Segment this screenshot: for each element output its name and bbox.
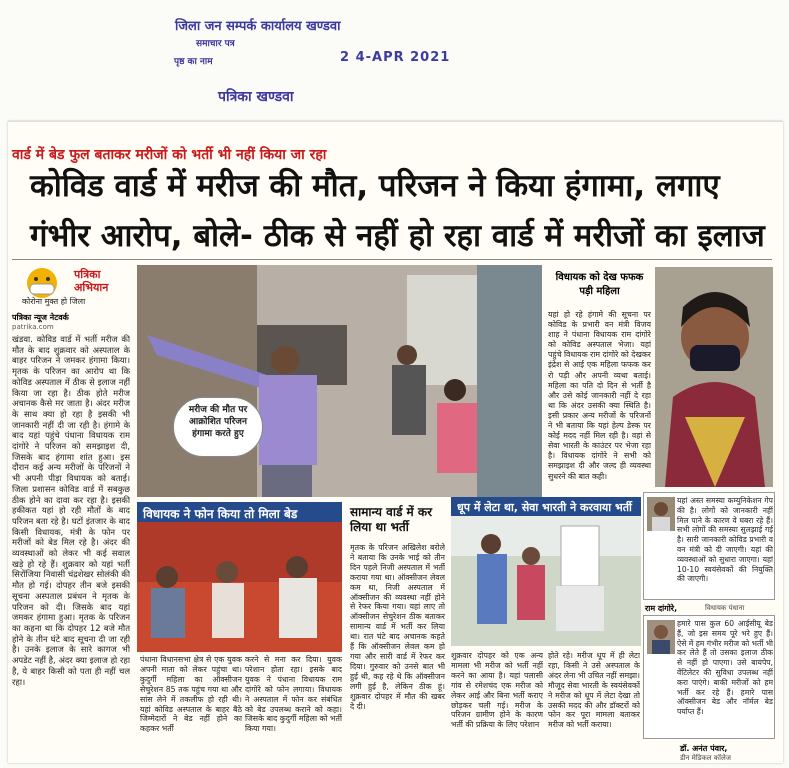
dean-name: डॉ. अनंत पंवार, xyxy=(680,744,728,753)
campaign-logo xyxy=(12,266,127,308)
headline-line-1: कोविड वार्ड में मरीज की मौत, परिजन ने किया हंगामा, लगाए xyxy=(30,168,720,204)
stamp-line-2: समाचार पत्र xyxy=(196,39,235,49)
section-heading-seva: धूप में लेटा था, सेवा भारती ने करवाया भर्ती xyxy=(451,497,641,518)
dean-title: डीन मेडिकल कॉलेज xyxy=(680,754,731,762)
divider xyxy=(12,259,772,260)
woman-photo-image xyxy=(655,267,773,487)
seva-section-photo xyxy=(451,516,641,646)
woman-photo xyxy=(655,267,773,487)
mla-title: विधायक पंधाना xyxy=(705,604,745,612)
section-heading-phone: विधायक ने फोन किया तो मिला बेड xyxy=(137,502,342,525)
dean-quote: हमारे पास कुल 60 आईसीयू बेड हैं, जो इस समय पूरे भरे हुए हैं। ऐसे में हम गंभीर मरीज को भर्ती भी कर लेते हैं तो उसका इलाज ठीक से नहीं हो पाएगा। उसे बायपेप, वेंटिलेटर की सुविधा उपलब्ध नहीं करा पाएंगे। बाकी मरीजों को हम भर्ती कर रहे हैं। हमारे पास ऑक्सीजन बेड और नॉर्मल बेड पर्याप्त हैं। xyxy=(677,619,773,717)
headline-line-2: गंभीर आरोप, बोले- ठीक से नहीं हो रहा वार्ड में मरीजों का इलाज xyxy=(30,218,765,254)
seva-section-text-left: शुक्रवार दोपहर को एक अन्य मामला भी मरीज को भर्ती नहीं करने का आया है। यहां पलासी गांव से रमेशचंद एक मरीज को लेकर आई और बिना भर्ती कराए छोड़कर चली गई। मरीज के परिजन ग्रामीण होने के कारण भर्ती की प्रक्रिया के लिए परेशान xyxy=(451,651,543,730)
sidebar-text: यहां हो रहे हंगामे की सूचना पर कोविड के प्रभारी वन मंत्री विजय शाह ने पंधाना विधायक राम दांगोरे को कोविड अस्पताल भेजा। यहां पहुंचे विधायक राम दांगोरे को देखकर इंद्रेश से आई एक महिला फफक कर रो पड़ी और अपनी व्यथा बताई। महिला का पति दो दिन से भर्ती है और उसे कोई जानकारी नहीं दे रहा था कि अंदर उसकी क्या स्थिति है। इसी प्रकार अन्य मरीजों के परिजनों ने भी बताया कि यहां हेल्प डेस्क पर कोई मदद नहीं मिल रही है। वहां से सेवा भारती के काउंटर पर भेजा रहा है। विधायक दांगोरे ने सभी को समझाइश दी और जल्द ही व्यवस्था सुधरने की बात कही। xyxy=(548,310,651,481)
section-heading-ward: सामान्य वार्ड में कर लिया था भर्ती xyxy=(350,505,433,534)
mla-quote-box xyxy=(643,492,775,600)
byline: पत्रिका न्यूज नेटवर्क xyxy=(12,313,69,322)
mla-name: राम दांगोरे, xyxy=(645,604,678,613)
hospital-bed-photo-image xyxy=(137,522,342,652)
phone-section-text-right: करने से मना कर दिया। युवक परेशान होता रहा। इसके बाद युवक ने पंधाना विधायक राम दांगोरे को फोन लगाया। विधायक ने अस्पताल में फोन कर संबंधित को बेड उपलब्ध कराने को कहा। जिसके बाद कुदुर्गी महिला को भर्ती किया गया। xyxy=(245,655,342,734)
main-article-text: खंडवा. कोविड वार्ड में भर्ती मरीज की मौत के बाद शुक्रवार को अस्पताल के बाहर परिजन ने जमकर हंगामा किया। मृतक के परिजन का आरोप था कि कोविड अस्पताल में ठीक से इलाज नहीं किया जा रहा है। ठीक होते मरीज अचानक कैसे मर जाता है। अंदर मरीज के साथ क्या हो रहा है इसकी भी जानकारी नहीं दी जा रही है। हंगामे के बाद यहां पहुंचे पंधाना विधायक राम दांगोरे ने परिजन को समझाइश दी, जिसके बाद हंगामा शांत हुआ। इस दौरान कई अन्य मरीजों के परिजनों ने भी अपनी पीड़ा विधायक को बताई। जिला प्रशासन कोविड वार्ड में सबकुछ ठीक होने का दावा कर रहा है। इसकी हकीकत यहां हो रही मौतों के बाद परिजन बता रहे है। घटों इंतजार के बाद किसी विधायक, मंत्री के फोन पर मरीजों को बेड मिल रहे है। अंदर की व्यवस्थाओं को लेकर भी कई सवाल खड़े हो रहे हैं। शुक्रवार को यहां भर्ती सिरोंजिया निवासी चंद्रशेखर सोलंकी की मौत हो गई। दोपहर तीन बजे इसकी सूचना अस्पताल प्रबंधन ने मृतक के परिजन को दी। जिसके बाद यहां जमकर हंगामा हुआ। मृतक के परिजन का कहना था कि दोपहर 12 बजे मौत होने के तीन घंटे बाद सूचना दी जा रही है। उनके इलाज के सारे कागज भी अपडेट नहीं है, अंदर क्या इलाज हो रहा है, ये बाहर किसी को पता ही नहीं चल रहा। xyxy=(12,334,130,687)
website: patrika.com xyxy=(12,323,54,331)
phone-section-text-left: पंधाना विधानसभा क्षेत्र से एक युवक अपनी माता को लेकर पहुंचा था। कुदुर्गी महिला का ऑक्सीजन सेचुरेशन 85 तक पहुंच गया था और सांस लेने में तकलीफ हो रही थी। यहां कोविड अस्पताल के बाहर बैठे जिम्मेदारों ने बेड नहीं होने का कहकर भर्ती xyxy=(140,655,242,734)
mla-quote: यहां अस्त समस्या कम्युनिकेशन गेप की है। लोगों को जानकारी नहीं मिल पाने के कारण वे घबरा रहे हैं। सभी लोगों की समस्या सुलझाई गई है। सारी जानकारी कोविड प्रभारी व वन मंत्री को दी जाएगी। यहां की व्यवस्थाओं को सुधारा जाएगा। यहां 10-10 स्वयंसेवकों की नियुक्ति की जाएगी। xyxy=(677,496,773,584)
stamp-line-3: पृष्ठ का नाम xyxy=(174,57,213,67)
dean-headshot-icon xyxy=(647,620,675,654)
kicker: वार्ड में बेड फुल बताकर मरीजों को भर्ती भी नहीं किया जा रहा xyxy=(12,147,327,163)
campaign-title-2: अभियान xyxy=(74,281,109,294)
ward-section-text: मृतक के परिजन अखिलेश बरोले ने बताया कि उनके भाई को तीन दिन पहले निजी अस्पताल में भर्ती कराया गया था। ऑक्सीजन लेवल कम था, निजी अस्पताल में ऑक्सीजन की व्यवस्था नहीं होने से रेफर किया गया। यहां लाए तो ऑक्सीजन सेचुरेशन ठीक बताकर सामान्य वार्ड में भर्ती कर लिया था। रात घंटे बाद अचानक कहते हैं कि ऑक्सीजन लेवल कम हो गया और सारी वार्ड में रेफर कर दिया। गुरुवार को उनसे बात भी हुई थी, कह रहे थे कि ऑक्सीजन लगी हुई है, लेकिन ठीक हूं। शुक्रवार दोपहर में मौत की खबर दे दी। xyxy=(350,543,445,711)
office-stamp-title: जिला जन सम्पर्क कार्यालय खण्डवा xyxy=(175,19,341,34)
woman-photo-caption: विधायक को देख फफक पड़ी महिला xyxy=(555,272,644,297)
main-photo xyxy=(137,265,542,497)
seva-section-text-right: होते रहे। मरीज धूप में ही लेटा रहा, किसी ने उसे अस्पताल के अंदर लेना भी उचित नहीं समझा। मौजूद सेवा भारती के स्वयंसेवकों ने मरीज को धूप में लेटा देखा तो उसकी मदद की और डॉक्टरों को फोन कर पूरा मामला बताकर मरीज को भर्ती कराया। xyxy=(548,651,640,730)
campaign-tagline: कोरोना मुक्त हो जिला xyxy=(22,297,86,306)
patient-help-photo-image xyxy=(451,516,641,646)
campaign-title-1: पत्रिका xyxy=(74,268,101,281)
phone-section-photo xyxy=(137,522,342,652)
mask-face-icon xyxy=(16,266,68,300)
stamp-date: 2 4-APR 2021 xyxy=(340,50,451,65)
dean-quote-box xyxy=(643,615,775,739)
stamp-edition: पत्रिका खण्डवा xyxy=(218,89,294,105)
protest-photo-image xyxy=(137,265,542,497)
mla-headshot-icon xyxy=(647,497,675,531)
photo-caption: मरीज की मौत पर आक्रोशित परिजन हंगामा करते हुए xyxy=(173,397,263,457)
